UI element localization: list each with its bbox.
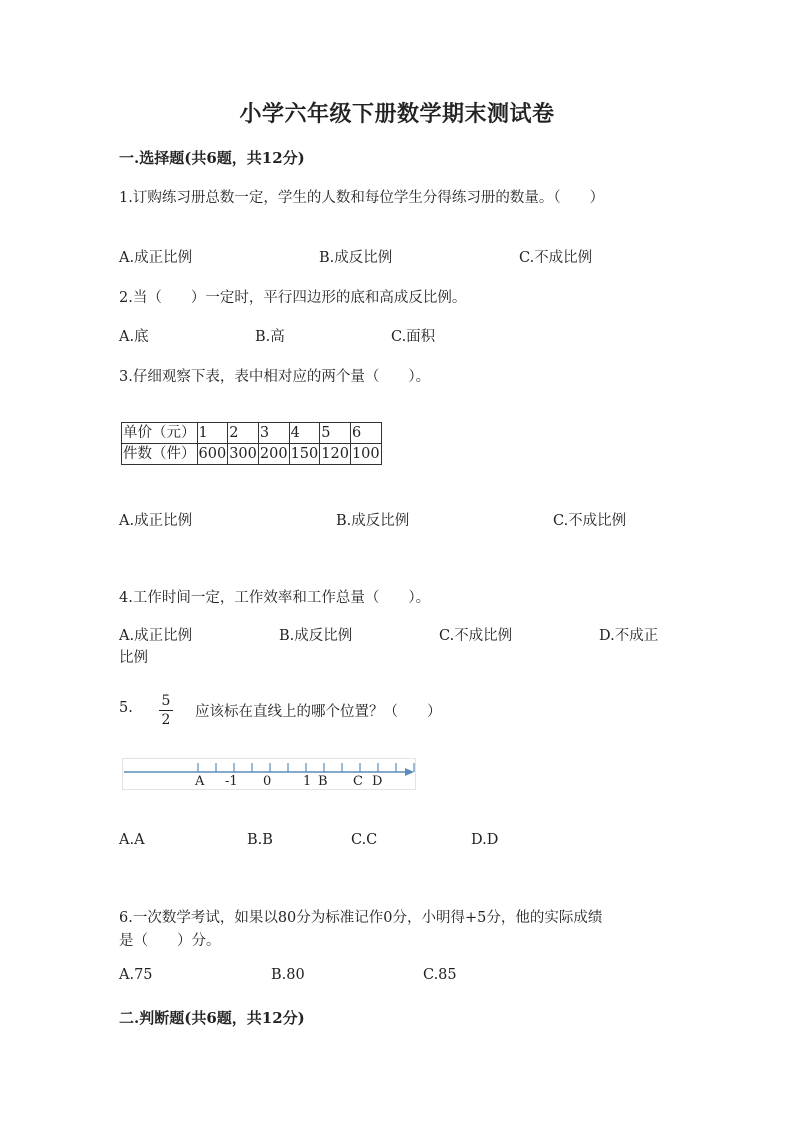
question-2-text: 2.当（ ）一定时，平行四边形的底和高成反比例。 — [119, 290, 467, 306]
q2-option-c: C.面积 — [391, 329, 436, 345]
table-cell: 600 — [197, 444, 228, 465]
q1-option-c: C.不成比例 — [519, 250, 593, 266]
q5-option-d: D.D — [471, 832, 499, 848]
table-cell: 300 — [228, 444, 259, 465]
number-line-label-minus-one: -1 — [225, 774, 238, 789]
number-line-label-zero: 0 — [263, 774, 272, 789]
fraction-denominator: 2 — [161, 712, 171, 728]
question-6-text-line1: 6.一次数学考试，如果以80分为标准记作0分，小明得+5分，他的实际成绩 — [119, 910, 603, 926]
question-4-text: 4.工作时间一定，工作效率和工作总量（ ）。 — [119, 590, 431, 606]
number-line-arrowhead — [405, 768, 414, 776]
section-heading-true-false: 二.判断题(共6题，共12分) — [119, 1009, 305, 1027]
table-cell: 单价（元） — [122, 423, 198, 444]
q1-option-a: A.成正比例 — [119, 250, 193, 266]
question-6-text-line2: 是（ ）分。 — [119, 933, 221, 949]
table-cell: 100 — [350, 444, 381, 465]
q5-option-a: A.A — [119, 832, 145, 848]
table-cell: 2 — [228, 423, 259, 444]
section-heading-choice: 一.选择题(共6题，共12分) — [119, 149, 305, 167]
q6-option-a: A.75 — [119, 967, 153, 983]
table-cell: 5 — [320, 423, 351, 444]
fraction-numerator: 5 — [161, 693, 171, 709]
question-3-text: 3.仔细观察下表，表中相对应的两个量（ ）。 — [119, 369, 431, 385]
number-line-label-d: D — [372, 774, 383, 789]
table-cell: 120 — [320, 444, 351, 465]
table-cell: 件数（件） — [122, 444, 198, 465]
q4-option-d: D.不成正 — [599, 628, 659, 644]
question-1-text: 1.订购练习册总数一定，学生的人数和每位学生分得练习册的数量。（ ） — [119, 190, 605, 206]
q5-option-b: B.B — [247, 832, 273, 848]
table-cell: 1 — [197, 423, 228, 444]
q3-option-c: C.不成比例 — [553, 513, 627, 529]
question-5-number: 5. — [119, 700, 133, 716]
fraction-bar — [159, 710, 173, 711]
table-row — [122, 444, 382, 465]
page-title: 小学六年级下册数学期末测试卷 — [239, 101, 555, 127]
q5-option-c: C.C — [351, 832, 378, 848]
q6-option-c: C.85 — [423, 967, 457, 983]
number-line-label-one: 1 — [303, 774, 312, 789]
price-quantity-table — [121, 422, 382, 465]
q4-option-d-wrap: 比例 — [119, 650, 148, 666]
number-line-label-b: B — [318, 774, 328, 789]
table-cell: 4 — [289, 423, 320, 444]
table-cell: 6 — [350, 423, 381, 444]
table-cell: 3 — [258, 423, 289, 444]
question-5-text: 应该标在直线上的哪个位置？（ ） — [195, 704, 442, 720]
q1-option-b: B.成反比例 — [319, 250, 393, 266]
q4-option-a: A.成正比例 — [119, 628, 193, 644]
q4-option-b: B.成反比例 — [279, 628, 353, 644]
q4-option-c: C.不成比例 — [439, 628, 513, 644]
number-line-label-a: A — [195, 774, 205, 789]
number-line-label-c: C — [353, 774, 363, 789]
q3-option-b: B.成反比例 — [336, 513, 410, 529]
q2-option-b: B.高 — [255, 329, 285, 345]
table-cell: 150 — [289, 444, 320, 465]
q6-option-b: B.80 — [271, 967, 305, 983]
q3-option-a: A.成正比例 — [119, 513, 193, 529]
number-line-ticks — [198, 763, 414, 772]
table-cell: 200 — [258, 444, 289, 465]
fraction-five-halves — [159, 693, 173, 728]
table-row — [122, 423, 382, 444]
q2-option-a: A.底 — [119, 329, 149, 345]
